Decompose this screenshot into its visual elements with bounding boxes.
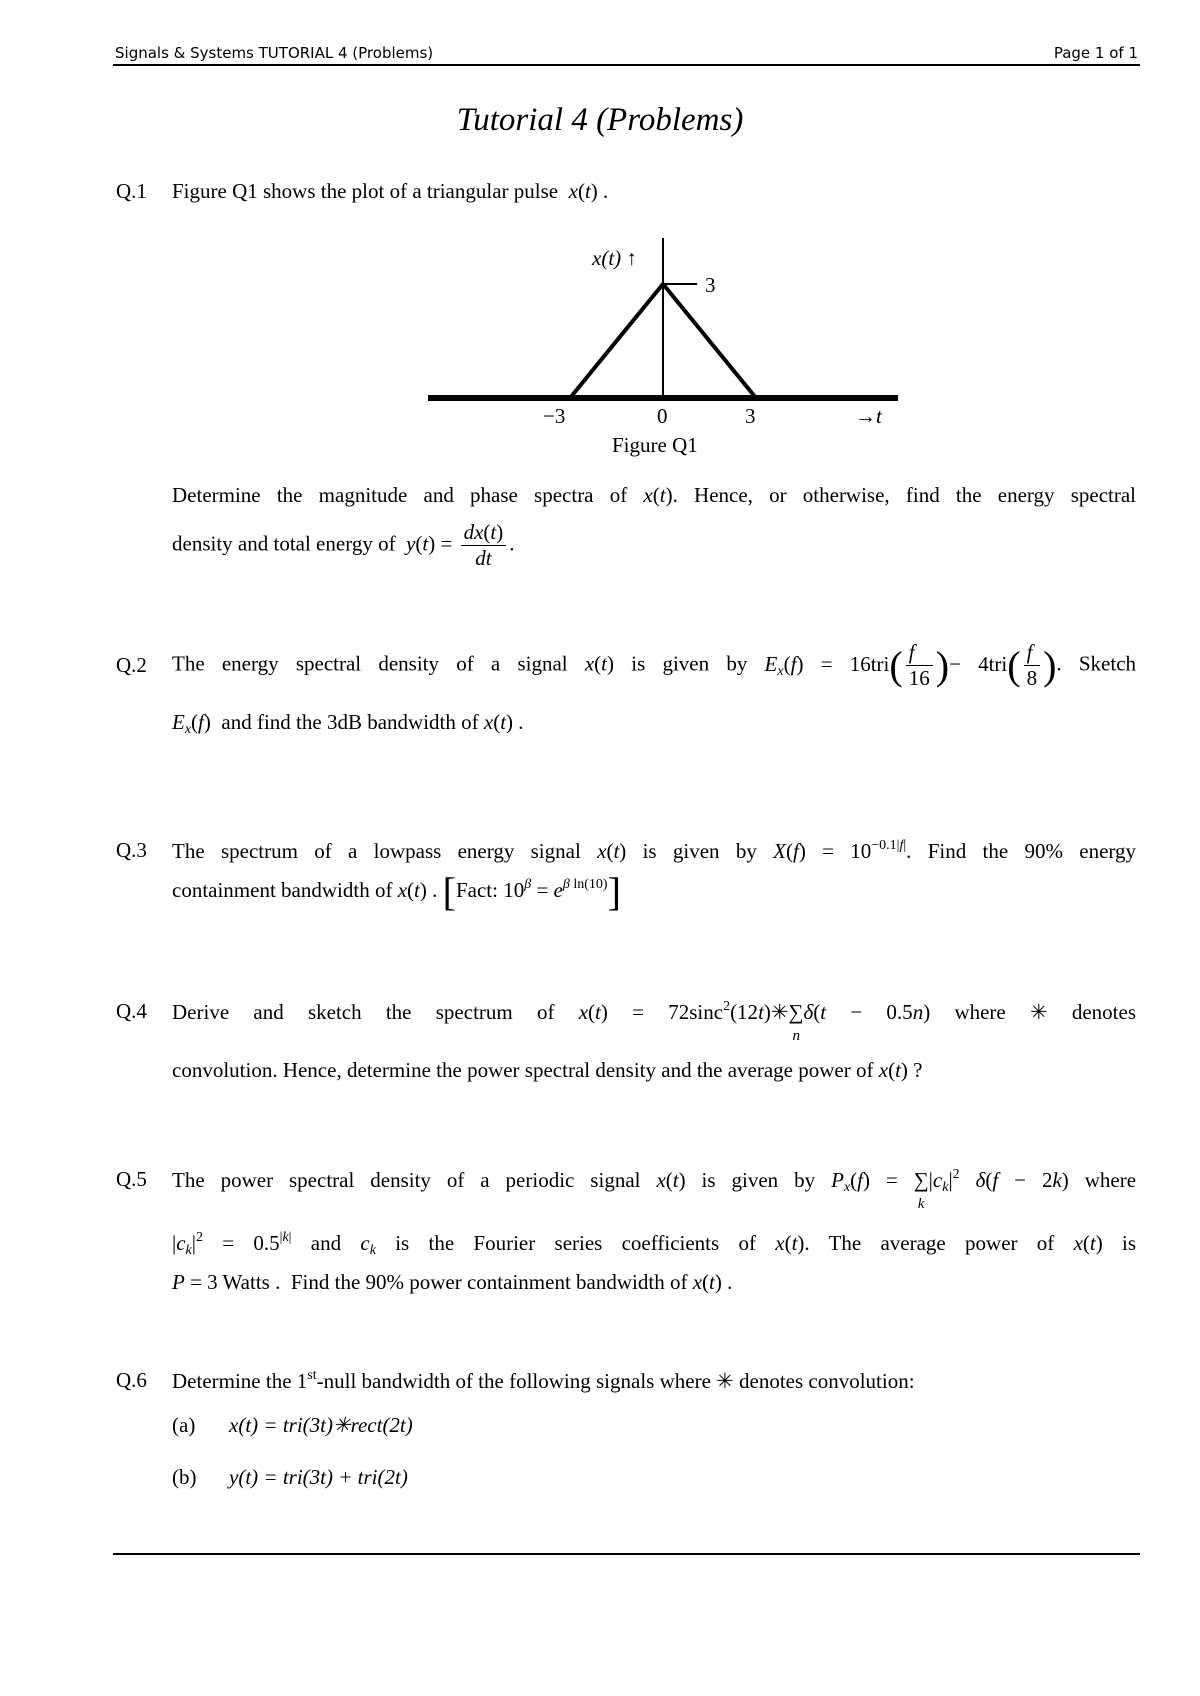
- q3-line2: containment bandwidth of x(t) . [Fact: $10^\beta = e^{\beta ln(10)}$]: [172, 869, 621, 914]
- figure-q1: [0, 0, 1200, 470]
- q2-line2: $E_x(f)$ and find the 3dB bandwidth of x(t) .: [172, 710, 524, 737]
- q1-line1: Figure Q1 shows the plot of a triangular pulse x(t) .: [172, 179, 609, 203]
- q2-line1: The energy spectral density of a signal x(t) is given by $E_x(f) = 16tri$( $\frac{f}{16}$ )− 4tri( $\frac{f}{8}$ ). Sketch: [172, 640, 1137, 691]
- peak-label: 3: [705, 273, 716, 297]
- tick-label-neg3: −3: [543, 404, 566, 428]
- q1-number: Q.1: [116, 179, 147, 203]
- x-axis-label: →t: [855, 404, 882, 428]
- q5-number: Q.5: [116, 1167, 147, 1191]
- q4-number: Q.4: [116, 999, 147, 1023]
- q6-number: Q.6: [116, 1368, 147, 1392]
- q1-line3: density and total energy of y(t) = $\frac{dx(t)}{dt}$ .: [172, 520, 515, 571]
- q6-part-b: (b) y(t) = tri(3t) + tri(2t): [172, 1465, 408, 1489]
- q5-line2: $|c_k|^2 = 0.5^{|k|}$ and $c_k$ is the Fourier series coefficients of x(t). The average power of x(t) is: [172, 1230, 1137, 1258]
- y-axis-label: x(t) ↑: [592, 246, 637, 270]
- q4-line2: convolution. Hence, determine the power spectral density and the average power of x(t) ?: [172, 1058, 923, 1082]
- q1-line2: Determine the magnitude and phase spectra of x(t). Hence, or otherwise, find the energy spectral: [172, 483, 1137, 507]
- q3-line1: The spectrum of a lowpass energy signal x(t) is given by $X(f) = 10^{-0.1|f|}$. Find the 90% energy: [172, 838, 1137, 863]
- derivative-fraction: $\frac{dx(t)}{dt}$: [461, 520, 507, 571]
- footer-rule: [113, 1553, 1140, 1555]
- q6-line1: Determine the 1st-null bandwidth of the following signals where ✳ denotes convolution:: [172, 1368, 915, 1393]
- figure-caption: Figure Q1: [612, 433, 698, 457]
- tick-label-3: 3: [745, 404, 756, 428]
- q6-part-a: (a) x(t) = tri(3t)✳rect(2t): [172, 1413, 413, 1437]
- tick-label-0: 0: [657, 404, 668, 428]
- page-title: Tutorial 4 (Problems): [456, 102, 744, 138]
- q4-line1: Derive and sketch the spectrum of x(t) = 72sinc$^2$(12t)✳∑ n δ(t − 0.5n) where ✳ denotes: [172, 999, 1136, 1044]
- q2-number: Q.2: [116, 653, 147, 677]
- q3-number: Q.3: [116, 838, 147, 862]
- header-title: Signals & Systems TUTORIAL 4 (Problems): [115, 44, 434, 62]
- q5-line1: The power spectral density of a periodic signal x(t) is given by $P_x(f)$ = ∑ k $|c_k|^2$ δ(f − 2k) where: [172, 1167, 1137, 1212]
- q5-line3: P = 3 Watts . Find the 90% power containment bandwidth of x(t) .: [172, 1270, 733, 1294]
- page-number: Page 1 of 1: [1053, 44, 1138, 62]
